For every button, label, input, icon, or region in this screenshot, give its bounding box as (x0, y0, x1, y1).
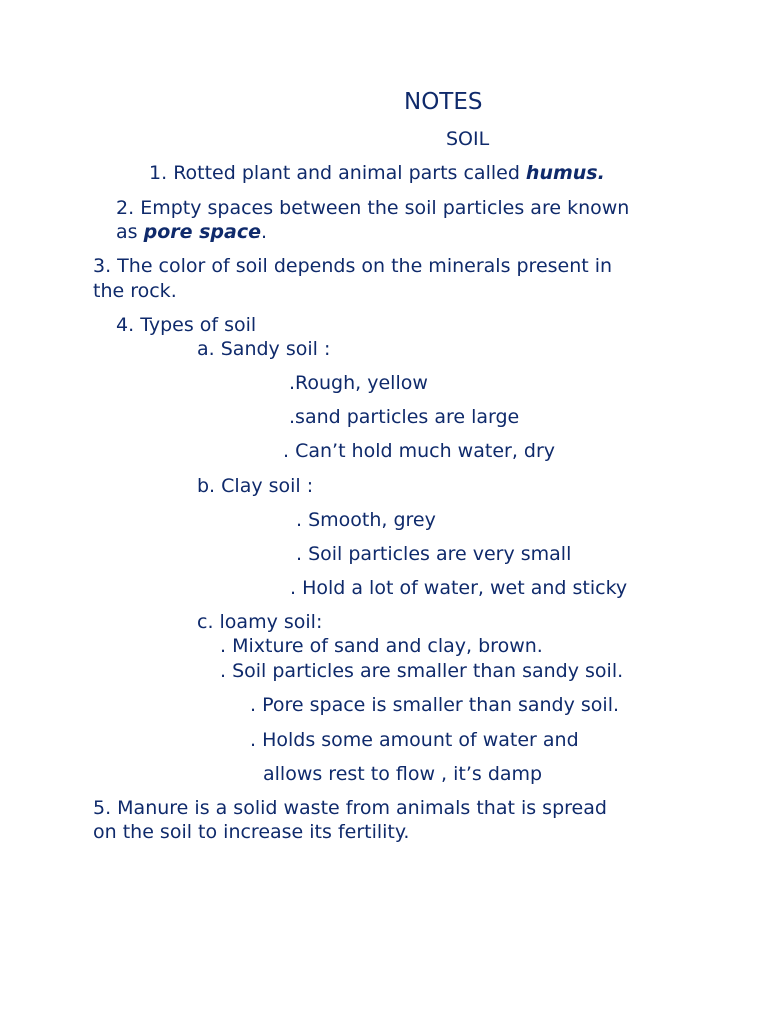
note-item-2-line-2 (116, 220, 267, 244)
item-4-number: 4. (116, 314, 135, 336)
note-item-3-line-2: the rock. (93, 280, 177, 302)
clay-soil-marker: b. (197, 475, 216, 497)
sandy-soil-marker: a. (197, 338, 215, 360)
sandy-soil-point: . Can’t hold much water, dry (283, 440, 556, 462)
loamy-soil-heading: c. loamy soil: (197, 611, 323, 633)
item-1-number: 1. (149, 162, 168, 184)
clay-soil-point: . Smooth, grey (296, 509, 436, 531)
clay-soil-label: Clay soil : (221, 475, 314, 497)
page-subtitle: SOIL (446, 128, 490, 150)
clay-soil-heading (197, 474, 313, 498)
loamy-soil-point: . Soil particles are smaller than sandy soil. (220, 660, 624, 682)
note-item-3-line-1: 3. The color of soil depends on the minerals present in (93, 255, 613, 277)
note-item-5-line-1: 5. Manure is a solid waste from animals that is spread (93, 797, 607, 819)
item-1-emphasis: humus. (525, 162, 605, 184)
item-4-heading-text: Types of soil (140, 314, 257, 336)
item-2-prefix: as (116, 221, 144, 243)
note-item-4-heading (116, 313, 256, 337)
loamy-soil-point: . Mixture of sand and clay, brown. (220, 635, 543, 657)
loamy-soil-point: . Holds some amount of water and (250, 729, 579, 751)
note-item-2-line-1 (116, 196, 629, 220)
loamy-soil-point: . Pore space is smaller than sandy soil. (250, 694, 620, 716)
loamy-soil-point-continued: allows rest to flow , it’s damp (263, 763, 543, 785)
item-2-number: 2. (116, 197, 135, 219)
sandy-soil-point: .sand particles are large (289, 406, 520, 428)
clay-soil-point: . Soil particles are very small (296, 543, 572, 565)
sandy-soil-label: Sandy soil : (220, 338, 331, 360)
item-2-suffix: . (261, 221, 268, 243)
note-item-5-line-2: on the soil to increase its fertility. (93, 821, 410, 843)
item-1-text: Rotted plant and animal parts called (173, 162, 526, 184)
sandy-soil-heading (197, 337, 330, 361)
note-item-1 (149, 161, 605, 185)
item-2-emphasis: pore space (143, 221, 261, 243)
item-2-text: Empty spaces between the soil particles are known (140, 197, 630, 219)
page-title: NOTES (404, 89, 483, 115)
sandy-soil-point: .Rough, yellow (289, 372, 428, 394)
clay-soil-point: . Hold a lot of water, wet and sticky (290, 577, 628, 599)
